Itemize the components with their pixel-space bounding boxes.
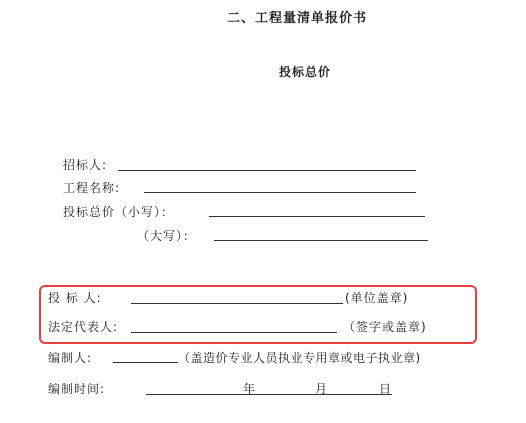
highlight-box [39,285,477,344]
total-price-words-field[interactable] [214,240,428,241]
bidder-seal-note: (单位盖章) [345,291,409,305]
total-price-words-label: （大写）： [137,229,197,243]
bidder-field[interactable] [131,303,343,304]
bid-total-heading: 投标总价 [279,65,332,79]
compiler-field[interactable] [113,362,178,363]
compiler-label: 编制人: [48,351,93,365]
tenderer-field[interactable] [118,170,416,171]
day-label: 日 [379,382,393,396]
month-label: 月 [315,382,329,396]
compile-date-field[interactable] [146,394,392,395]
bidder-label: 投 标 人: [48,291,102,305]
legal-representative-note: （签字或盖章) [343,320,427,334]
compile-date-label: 编制时间: [48,382,106,396]
year-label: 年 [243,382,257,396]
total-price-figures-label: 投标总价（小写）： [63,205,175,219]
tenderer-label: 招标人: [63,158,108,172]
legal-representative-label: 法定代表人: [48,320,119,334]
section-heading: 二、工程量清单报价书 [227,11,368,26]
legal-representative-field[interactable] [131,332,337,333]
total-price-figures-field[interactable] [209,216,425,217]
project-name-field[interactable] [144,192,416,193]
project-name-label: 工程名称: [63,181,121,195]
compiler-note: （盖造价专业人员执业专用章或电子执业章) [178,351,421,365]
